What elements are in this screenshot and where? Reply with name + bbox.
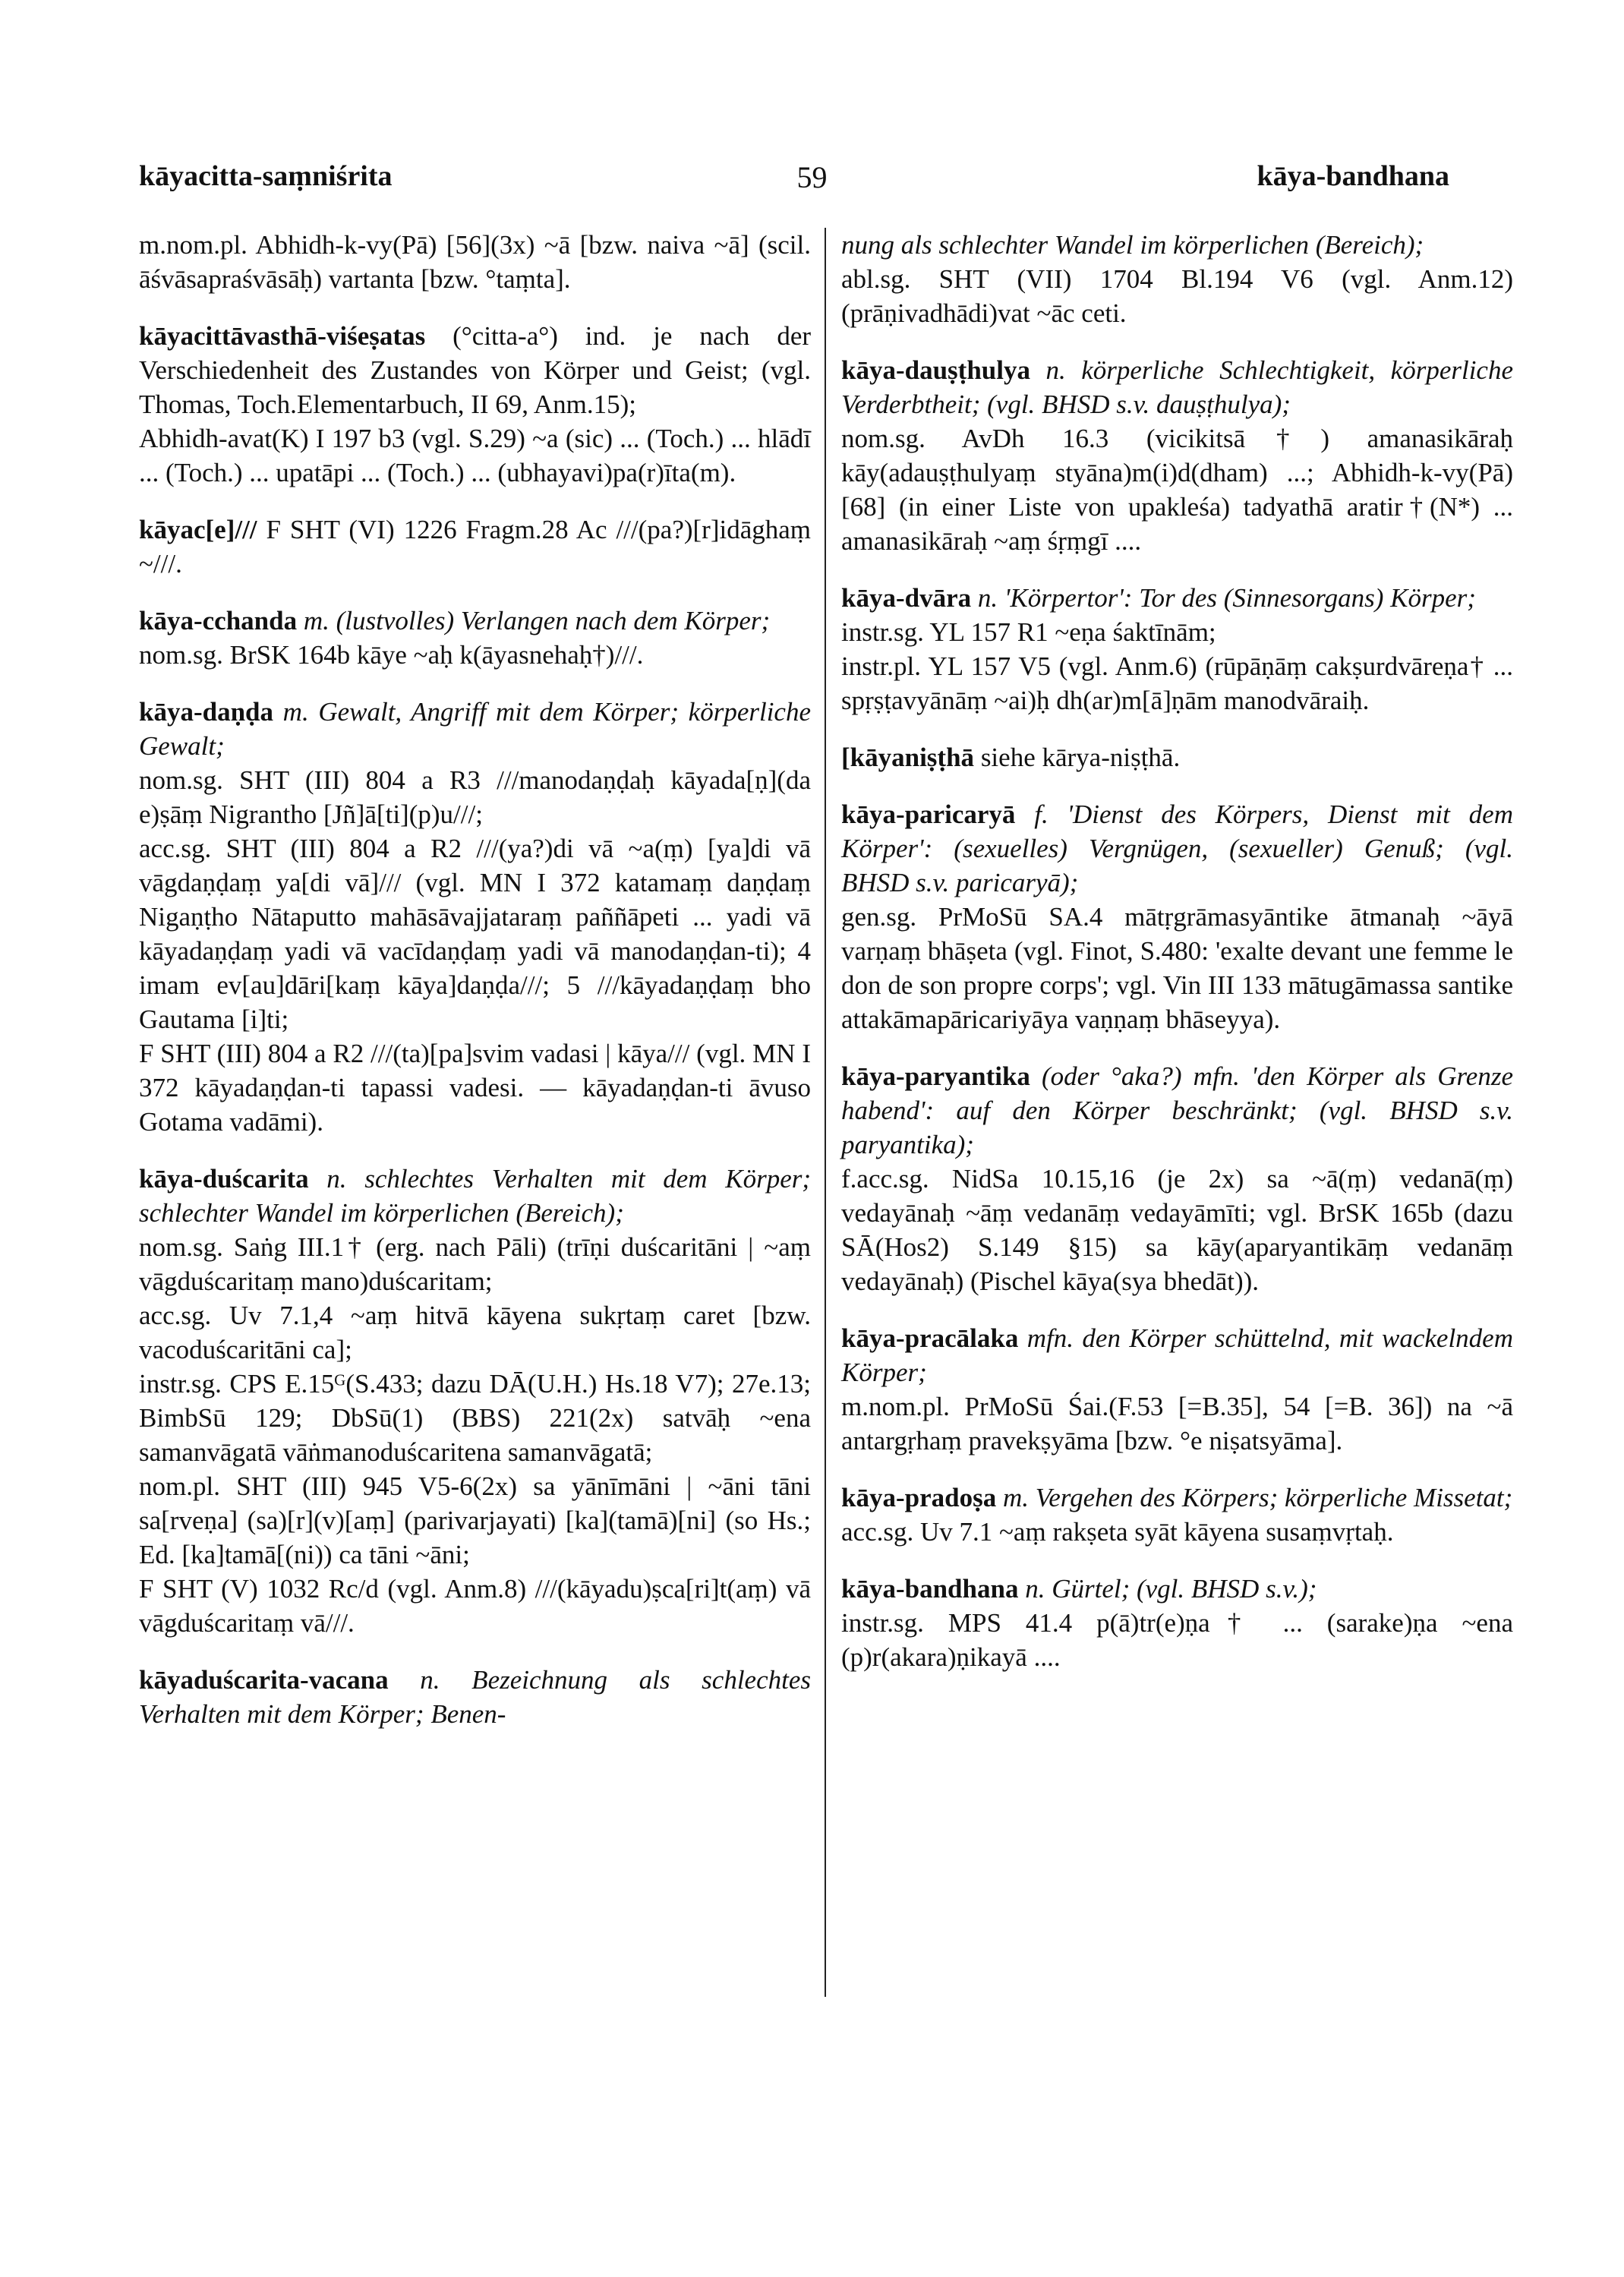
citation-line: instr.pl. YL 157 V5 (vgl. Anm.6) (rūpāṇāṃ cakṣurdvāreṇa† ... spṛṣṭavyānāṃ ~ai)ḥ dh(ar)m[ā]ṇām manodvāraiḥ. [841,651,1513,715]
citation-line: F SHT (III) 804 a R2 ///(ta)[pa]svim vadasi | kāya/// (vgl. MN I 372 kāyadaṇḍan-ti tapassi vadesi. — kāyadaṇḍan-ti āvuso Gotama vadāmi). [139,1039,811,1137]
citation-line: F SHT (V) 1032 Rc/d (vgl. Anm.8) ///(kāyadu)ṣca[ri]t(aṃ) vā vāgduścaritaṃ vā///. [139,1574,811,1638]
entry [841,1059,1513,1298]
entry [841,1572,1513,1674]
citation-line: nom.sg. AvDh 16.3 (vicikitsā†) amanasikāraḥ kāy(adauṣṭhulyaṃ styāna)m(i)d(dham) ...; Abhidh-k-vy(Pā) [68] (in einer Liste von upakleśa) tadyathā aratir†(N*) ... amanasikāraḥ ~aṃ śṛṃgī .... [841,424,1513,556]
headword: [kāyaniṣṭhā [841,743,975,772]
definition: m. Gewalt, Angriff mit dem Körper; körperliche Gewalt; [139,697,812,761]
entry [841,740,1513,774]
running-head-right: kāya-bandhana [1257,160,1449,192]
definition: n. Bezeichnung als schlechtes Verhalten mit dem Körper; Benen- [139,1665,811,1729]
headword: kāya-dauṣṭhulya [841,355,1030,385]
entry [139,319,811,490]
definition: F SHT (VI) 1226 Fragm.28 Ac ///(pa?)[r]idāghaṃ ~///. [139,515,811,579]
headword: kāya-cchanda [139,606,298,635]
entry-head [841,1059,1513,1162]
entry-head [841,1321,1513,1389]
citation-line: nom.sg. Saṅg III.1† (erg. nach Pāli) (trīṇi duścaritāni | ~aṃ vāgduścaritaṃ mano)duścaritam; [139,1232,811,1296]
citation-line: m.nom.pl. PrMoSū Śai.(F.53 [=B.35], 54 [=B. 36]) na ~ā antargṛhaṃ pravekṣyāma [bzw. °e niṣatsyāma]. [841,1392,1513,1455]
headword: kāya-paryantika [841,1061,1030,1091]
entry-head [841,740,1513,774]
entry-head [841,1572,1513,1606]
entry-head [841,353,1513,421]
citation-line: acc.sg. SHT (III) 804 a R2 ///(ya?)di vā ~a(ṃ) [ya]di vā vāgdaṇḍaṃ ya[di vā]/// (vgl. MN I 372 katamaṃ daṇḍaṃ Nigaṇṭho Nātaputto mahāsāvajjataraṃ paññāpeti ... yadi vā kāyadaṇḍaṃ yadi vā vacīdaṇḍaṃ yadi vā manodaṇḍan-ti); 4 imam ev[au]dāri[kaṃ kāya]daṇḍa///; 5 ///kāyadaṇḍaṃ bho Gautama [i]ti; [139,834,811,1034]
headword: kāya-paricaryā [841,799,1016,829]
column-divider [825,228,826,1997]
headword: kāya-pracālaka [841,1323,1019,1353]
entry-head [139,512,811,581]
citation-line: Abhidh-avat(K) I 197 b3 (vgl. S.29) ~a (sic) ... (Toch.) ... hlādī ... (Toch.) ... upatāpi ... (Toch.) ... (ubhayavi)pa(r)īta(m). [139,424,811,487]
entry [841,353,1513,558]
entry-head [841,1481,1513,1515]
entry [139,604,811,672]
definition: siehe kārya-niṣṭhā. [980,743,1181,772]
headword: kāya-bandhana [841,1574,1019,1604]
headword: kāya-dvāra [841,583,972,613]
definition: n. Gürtel; (vgl. BHSD s.v.); [1025,1574,1317,1604]
entry [841,1481,1513,1549]
headword: kāya-pradoṣa [841,1483,997,1512]
definition: n. schlechtes Verhalten mit dem Körper; schlechter Wandel im körperlichen (Bereich); [139,1164,811,1228]
entry-head [139,1663,811,1731]
entry-head [841,797,1513,900]
left-column [139,228,811,1754]
definition: mfn. den Körper schüttelnd, mit wackelndem Körper; [841,1323,1513,1387]
entry-head [139,695,811,763]
definition: (oder °aka?) mfn. 'den Körper als Grenze habend': auf den Körper beschränkt; (vgl. BHSD s.v. paryantika); [841,1061,1513,1159]
definition: n. 'Körpertor': Tor des (Sinnesorgans) Körper; [977,583,1476,613]
headword: kāyaduścarita-vacana [139,1665,389,1695]
headword: kāyacittāvasthā-viśeṣatas [139,321,426,351]
citation-line: nom.pl. SHT (III) 945 V5-6(2x) sa yānīmāni | ~āni tāni sa[rveṇa] (sa)[r](v)[aṃ] (parivarjayati) [ka](tamā)[ni] (so Hs.; Ed. [ka]tamā[(ni)) ca tāni ~āni; [139,1471,811,1569]
headword: kāya-duścarita [139,1164,309,1194]
definition: m. Vergehen des Körpers; körperliche Missetat; [1002,1483,1513,1512]
citation-line: nom.sg. SHT (III) 804 a R3 ///manodaṇḍaḥ kāyada[ṇ](da e)ṣāṃ Nigrantho [Jñ]ā[ti](p)u///; [139,765,811,829]
citation-line: abl.sg. SHT (VII) 1704 Bl.194 V6 (vgl. Anm.12) (prāṇivadhādi)vat ~āc ceti. [841,264,1513,328]
entry [139,1162,811,1640]
entry [841,797,1513,1036]
entry-head [841,581,1513,615]
running-head-left: kāyacitta-saṃniśrita [139,160,393,192]
entry [139,228,811,296]
entry [841,581,1513,717]
right-column [841,228,1513,1697]
entry-head [139,604,811,638]
definition: f. 'Dienst des Körpers, Dienst mit dem Körper': (sexuelles) Vergnügen, (sexueller) Genuß; (vgl. BHSD s.v. paricaryā); [841,799,1513,897]
entry-head [139,1162,811,1230]
entry [139,695,811,1139]
citation-line: instr.sg. MPS 41.4 p(ā)tr(e)ṇa† ... (sarake)ṇa ~ena (p)r(akara)ṇikayā .... [841,1608,1513,1672]
definition: (°citta-a°) ind. je nach der Verschiedenheit des Zustandes von Körper und Geist; (vgl. Thomas, Toch.Elementarbuch, II 69, Anm.15); [139,321,812,419]
page-number: 59 [796,160,828,194]
citation-line: m.nom.pl. Abhidh-k-vy(Pā) [56](3x) ~ā [bzw. naiva ~ā] (scil. āśvāsapraśvāsāḥ) vartanta [bzw. °taṃta]. [139,230,811,294]
citation-line: f.acc.sg. NidSa 10.15,16 (je 2x) sa ~ā(ṃ) vedanā(ṃ) vedayānaḥ ~āṃ vedanāṃ vedayāmīti; vgl. BrSK 165b (dazu SĀ(Hos2) S.149 §15) sa kāy(aparyantikāṃ vedanāṃ vedayānaḥ) (Pischel kāya(sya bhedāt)). [841,1164,1513,1296]
citation-line: acc.sg. Uv 7.1 ~aṃ rakṣeta syāt kāyena susaṃvṛtaḥ. [841,1517,1394,1547]
entry [139,512,811,581]
headword: kāyac[e]/// [139,515,257,544]
citation-line: nom.sg. BrSK 164b kāye ~aḥ k(āyasnehaḥ†)///. [139,640,644,670]
citation-line: instr.sg. YL 157 R1 ~eṇa śaktīnām; [841,617,1216,647]
definition: m. (lustvolles) Verlangen nach dem Körper; [303,606,771,635]
headword: kāya-daṇḍa [139,697,274,727]
citation-line: acc.sg. Uv 7.1,4 ~aṃ hitvā kāyena sukṛtaṃ caret [bzw. vacoduścaritāni ca]; [139,1301,811,1364]
entry [841,1321,1513,1458]
entry [841,228,1513,330]
definition: n. körperliche Schlechtigkeit, körperliche Verderbtheit; (vgl. BHSD s.v. dauṣṭhulya); [841,355,1513,419]
citation-line: gen.sg. PrMoSū SA.4 mātṛgrāmasyāntike ātmanaḥ ~āyā varṇaṃ bhāṣeta (vgl. Finot, S.480: 'exalte devant une femme le don de son propre corps'; vgl. Vin III 133 mātugāmassa santike attakāmapāricariyāya vaṇṇaṃ bhāseyya). [841,902,1513,1034]
citation-line: instr.sg. CPS E.15ᴳ(S.433; dazu DĀ(U.H.) Hs.18 V7); 27e.13; BimbSū 129; DbSū(1) (BBS) 221(2x) satvāḥ ~ena samanvāgatā vāṅmanoduścaritena samanvāgatā; [139,1369,811,1467]
continued-definition: nung als schlechter Wandel im körperlichen (Bereich); [841,230,1424,260]
entry-head [139,319,811,421]
entry [139,1663,811,1731]
